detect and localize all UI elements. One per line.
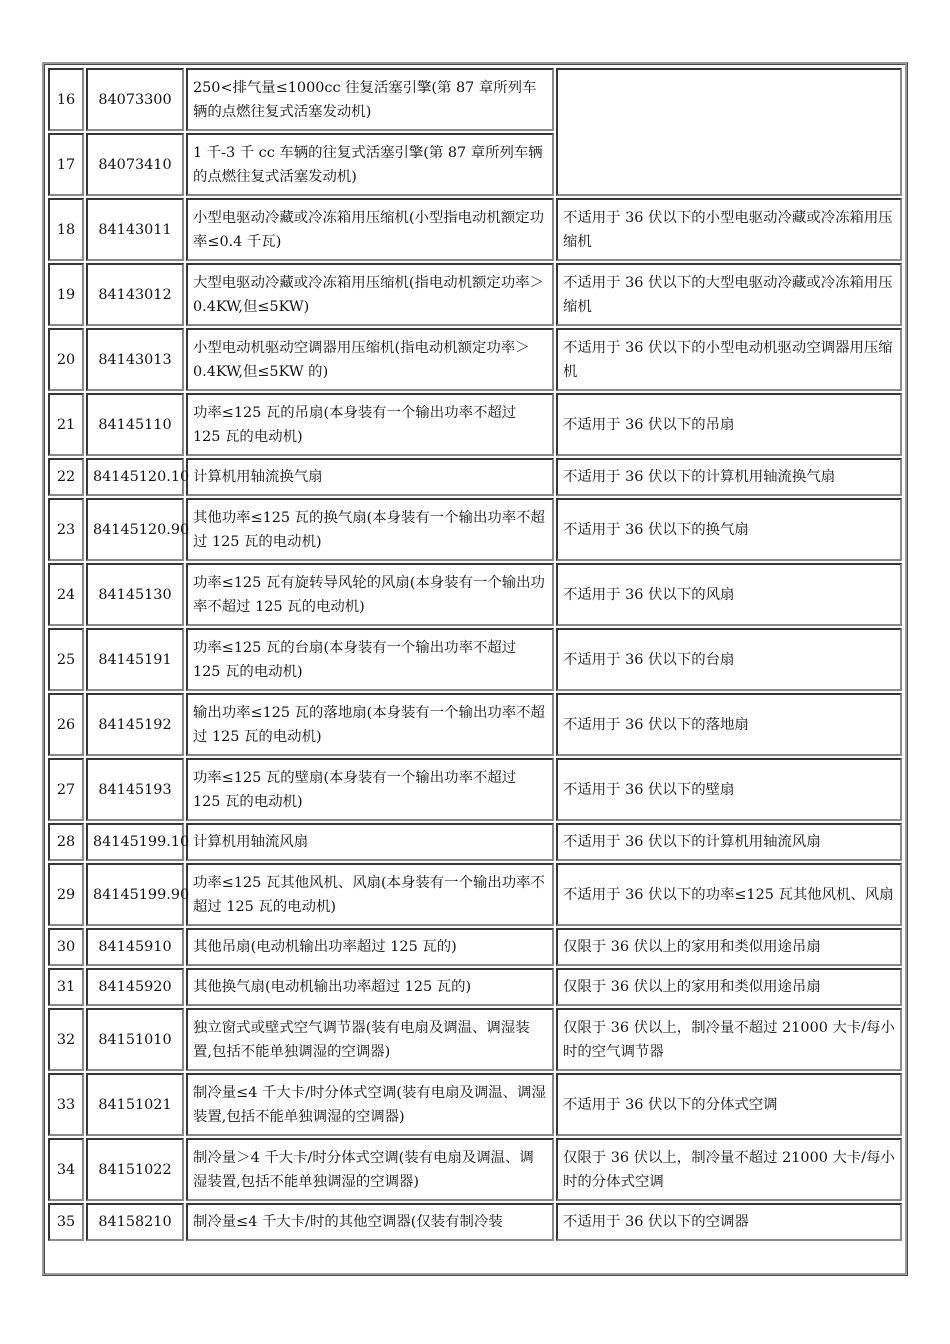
row-number: 23	[48, 498, 84, 561]
scope-note-empty	[556, 68, 902, 196]
hs-code: 84145130	[86, 563, 184, 626]
table-row	[48, 1138, 902, 1201]
row-number: 18	[48, 198, 84, 261]
row-number: 20	[48, 328, 84, 391]
table-row	[48, 563, 902, 626]
hs-code: 84143011	[86, 198, 184, 261]
table-row	[48, 1008, 902, 1071]
row-number: 32	[48, 1008, 84, 1071]
product-description: 其他吊扇(电动机输出功率超过 125 瓦的)	[186, 928, 554, 966]
table-row	[48, 458, 902, 496]
product-description: 独立窗式或壁式空气调节器(装有电扇及调温、调湿装置,包括不能单独调湿的空调器)	[186, 1008, 554, 1071]
scope-note: 仅限于 36 伏以上的家用和类似用途吊扇	[556, 968, 902, 1006]
scope-note: 不适用于 36 伏以下的换气扇	[556, 498, 902, 561]
row-number: 17	[48, 133, 84, 196]
scope-note: 不适用于 36 伏以下的计算机用轴流换气扇	[556, 458, 902, 496]
row-number: 30	[48, 928, 84, 966]
scope-note: 不适用于 36 伏以下的落地扇	[556, 693, 902, 756]
hs-code: 84145192	[86, 693, 184, 756]
hs-code: 84145920	[86, 968, 184, 1006]
scope-note: 不适用于 36 伏以下的小型电驱动冷藏或冷冻箱用压缩机	[556, 198, 902, 261]
table-row	[48, 863, 902, 926]
table-row	[48, 393, 902, 456]
hs-code: 84151022	[86, 1138, 184, 1201]
product-description: 250<排气量≤1000cc 往复活塞引擎(第 87 章所列车辆的点燃往复式活塞发动机)	[186, 68, 554, 131]
product-description: 功率≤125 瓦的壁扇(本身装有一个输出功率不超过 125 瓦的电动机)	[186, 758, 554, 821]
hs-code: 84145110	[86, 393, 184, 456]
row-number: 26	[48, 693, 84, 756]
product-description: 输出功率≤125 瓦的落地扇(本身装有一个输出功率不超过 125 瓦的电动机)	[186, 693, 554, 756]
hs-code-table-frame	[42, 62, 908, 1276]
row-number: 24	[48, 563, 84, 626]
hs-code: 84145910	[86, 928, 184, 966]
scope-note: 不适用于 36 伏以下的台扇	[556, 628, 902, 691]
hs-code: 84145193	[86, 758, 184, 821]
hs-code: 84145199.10	[86, 823, 184, 861]
scope-note: 不适用于 36 伏以下的风扇	[556, 563, 902, 626]
hs-code: 84145191	[86, 628, 184, 691]
table-row	[48, 968, 902, 1006]
row-number: 34	[48, 1138, 84, 1201]
scope-note: 不适用于 36 伏以下的吊扇	[556, 393, 902, 456]
row-number: 21	[48, 393, 84, 456]
table-row	[48, 1203, 902, 1241]
hs-code: 84143013	[86, 328, 184, 391]
row-number: 29	[48, 863, 84, 926]
product-description: 小型电驱动冷藏或冷冻箱用压缩机(小型指电动机额定功率≤0.4 千瓦)	[186, 198, 554, 261]
product-description: 制冷量＞4 千大卡/时分体式空调(装有电扇及调温、调湿装置,包括不能单独调湿的空调器)	[186, 1138, 554, 1201]
table-row	[48, 693, 902, 756]
hs-code: 84073410	[86, 133, 184, 196]
hs-code: 84145199.90	[86, 863, 184, 926]
scope-note: 仅限于 36 伏以上，制冷量不超过 21000 大卡/每小时的空气调节器	[556, 1008, 902, 1071]
hs-code: 84073300	[86, 68, 184, 131]
table-row	[48, 498, 902, 561]
product-description: 功率≤125 瓦的台扇(本身装有一个输出功率不超过 125 瓦的电动机)	[186, 628, 554, 691]
hs-code: 84158210	[86, 1203, 184, 1241]
row-number: 28	[48, 823, 84, 861]
scope-note: 不适用于 36 伏以下的小型电动机驱动空调器用压缩机	[556, 328, 902, 391]
table-row	[48, 198, 902, 261]
row-number: 27	[48, 758, 84, 821]
row-number: 22	[48, 458, 84, 496]
product-description: 其他换气扇(电动机输出功率超过 125 瓦的)	[186, 968, 554, 1006]
hs-code: 84143012	[86, 263, 184, 326]
hs-code-table	[46, 66, 904, 1243]
scope-note: 不适用于 36 伏以下的壁扇	[556, 758, 902, 821]
hs-code: 84145120.10	[86, 458, 184, 496]
product-description: 制冷量≤4 千大卡/时的其他空调器(仅装有制冷装	[186, 1203, 554, 1241]
product-description: 1 千-3 千 cc 车辆的往复式活塞引擎(第 87 章所列车辆的点燃往复式活塞发动机)	[186, 133, 554, 196]
row-number: 25	[48, 628, 84, 691]
product-description: 功率≤125 瓦的吊扇(本身装有一个输出功率不超过 125 瓦的电动机)	[186, 393, 554, 456]
hs-code: 84151021	[86, 1073, 184, 1136]
scope-note: 不适用于 36 伏以下的计算机用轴流风扇	[556, 823, 902, 861]
row-number: 33	[48, 1073, 84, 1136]
product-description: 制冷量≤4 千大卡/时分体式空调(装有电扇及调温、调湿装置,包括不能单独调湿的空调器)	[186, 1073, 554, 1136]
hs-code: 84145120.90	[86, 498, 184, 561]
product-description: 小型电动机驱动空调器用压缩机(指电动机额定功率＞0.4KW,但≤5KW 的)	[186, 328, 554, 391]
product-description: 计算机用轴流换气扇	[186, 458, 554, 496]
scope-note: 仅限于 36 伏以上，制冷量不超过 21000 大卡/每小时的分体式空调	[556, 1138, 902, 1201]
table-row	[48, 628, 902, 691]
table-row	[48, 68, 902, 131]
scope-note: 不适用于 36 伏以下的空调器	[556, 1203, 902, 1241]
row-number: 16	[48, 68, 84, 131]
scope-note: 不适用于 36 伏以下的大型电驱动冷藏或冷冻箱用压缩机	[556, 263, 902, 326]
product-description: 大型电驱动冷藏或冷冻箱用压缩机(指电动机额定功率＞0.4KW,但≤5KW)	[186, 263, 554, 326]
product-description: 功率≤125 瓦有旋转导风轮的风扇(本身装有一个输出功率不超过 125 瓦的电动机)	[186, 563, 554, 626]
product-description: 计算机用轴流风扇	[186, 823, 554, 861]
table-row	[48, 758, 902, 821]
table-row	[48, 1073, 902, 1136]
scope-note: 不适用于 36 伏以下的功率≤125 瓦其他风机、风扇	[556, 863, 902, 926]
table-row	[48, 928, 902, 966]
row-number: 35	[48, 1203, 84, 1241]
scope-note: 仅限于 36 伏以上的家用和类似用途吊扇	[556, 928, 902, 966]
table-row	[48, 328, 902, 391]
product-description: 功率≤125 瓦其他风机、风扇(本身装有一个输出功率不超过 125 瓦的电动机)	[186, 863, 554, 926]
row-number: 31	[48, 968, 84, 1006]
row-number: 19	[48, 263, 84, 326]
scope-note: 不适用于 36 伏以下的分体式空调	[556, 1073, 902, 1136]
table-row	[48, 263, 902, 326]
hs-code: 84151010	[86, 1008, 184, 1071]
product-description: 其他功率≤125 瓦的换气扇(本身装有一个输出功率不超过 125 瓦的电动机)	[186, 498, 554, 561]
table-row	[48, 823, 902, 861]
